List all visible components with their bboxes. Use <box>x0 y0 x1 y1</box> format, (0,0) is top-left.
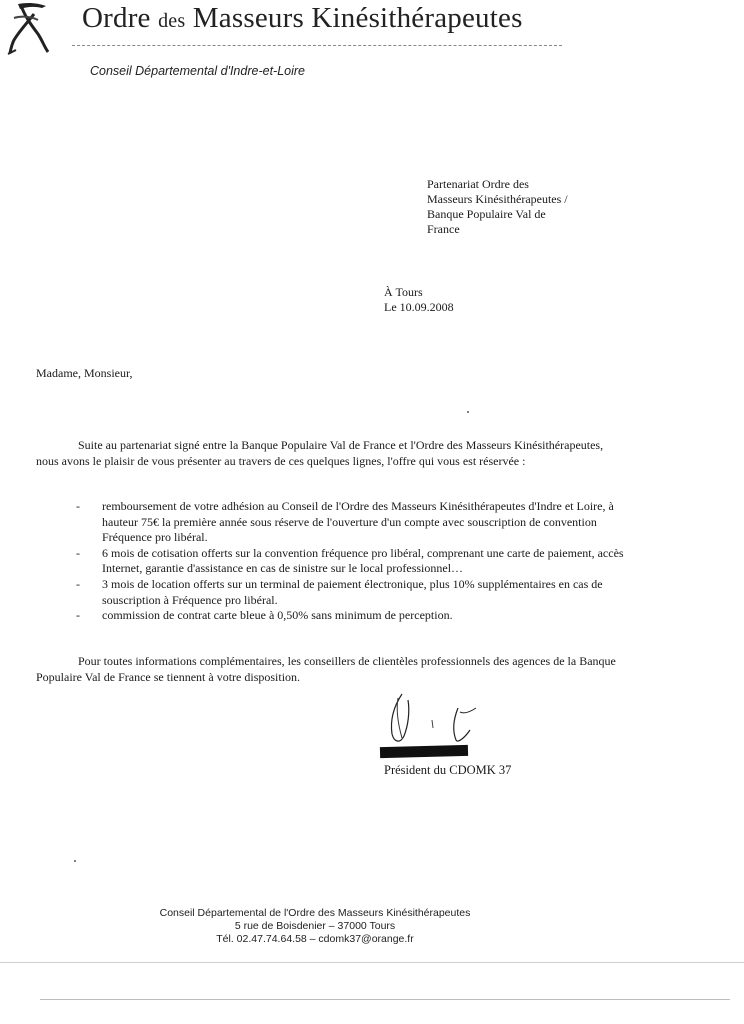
signer-name-redacted: Pascal RIVIERE <box>380 745 468 758</box>
bullet-dash: - <box>76 499 80 513</box>
handwritten-signature-icon <box>372 690 502 750</box>
recipient-block <box>427 177 568 237</box>
recipient-line: France <box>427 222 460 236</box>
footer-rule <box>0 962 744 963</box>
salutation: Madame, Monsieur, <box>36 366 133 380</box>
organization-title: Ordre des Masseurs Kinésithérapeutes <box>82 2 523 34</box>
footer-contact: Tél. 02.47.74.64.58 – cdomk37@orange.fr <box>216 933 414 945</box>
scan-speck <box>467 411 469 413</box>
recipient-line: Partenariat Ordre des <box>427 177 529 191</box>
bullet-dash: - <box>76 576 80 591</box>
list-item: - commission de contrat carte bleue à 0,50% sans minimum de perception. <box>76 608 453 623</box>
signer-title: Président du CDOMK 37 <box>384 763 512 777</box>
intro-paragraph: Suite au partenariat signé entre la Banque Populaire Val de France et l'Ordre des Masseurs Kinésithérapeutes, nous avons le plaisir de vous présenter au travers de ces quelques lignes, l'offre qui vous est réservée : <box>36 438 604 468</box>
footer-rule <box>40 999 730 1000</box>
recipient-line: Masseurs Kinésithérapeutes / <box>427 192 568 206</box>
offer-list <box>76 499 636 624</box>
closing-paragraph: Pour toutes informations complémentaires, les conseillers de clientèles professionnels des agences de la Banque Populaire Val de France se tiennent à votre disposition. <box>36 654 616 684</box>
list-item: - 6 mois de cotisation offerts sur la convention fréquence pro libéral, comprenant une carte de paiement, accès Internet, garantie d'assistance en cas de sinistre sur le local professionnel… <box>76 545 624 576</box>
letter-place: À Tours <box>384 285 423 299</box>
bullet-dash: - <box>76 545 80 560</box>
place-date-block <box>384 285 454 315</box>
letter-footer <box>90 907 540 946</box>
recipient-line: Banque Populaire Val de <box>427 207 546 221</box>
list-item: - 3 mois de location offerts sur un terminal de paiement électronique, plus 10% supplémentaires en cas de souscription à Fréquence pro libéral. <box>76 576 603 607</box>
footer-organization: Conseil Départemental de l'Ordre des Masseurs Kinésithérapeutes <box>159 907 471 919</box>
list-item: - remboursement de votre adhésion au Conseil de l'Ordre des Masseurs Kinésithérapeutes d'Indre et Loire, à hauteur 75€ la première année sous réserve de l'ouverture d'un compte avec souscription de convention Fréquence pro libéral. <box>76 499 614 545</box>
letter-date: Le 10.09.2008 <box>384 300 454 314</box>
header-rule <box>72 45 562 46</box>
ordre-logo-icon <box>4 0 56 56</box>
council-subtitle: Conseil Départemental d'Indre-et-Loire <box>90 64 305 78</box>
footer-address: 5 rue de Boisdenier – 37000 Tours <box>234 920 396 932</box>
bullet-dash: - <box>76 608 80 623</box>
scan-speck <box>74 860 76 862</box>
